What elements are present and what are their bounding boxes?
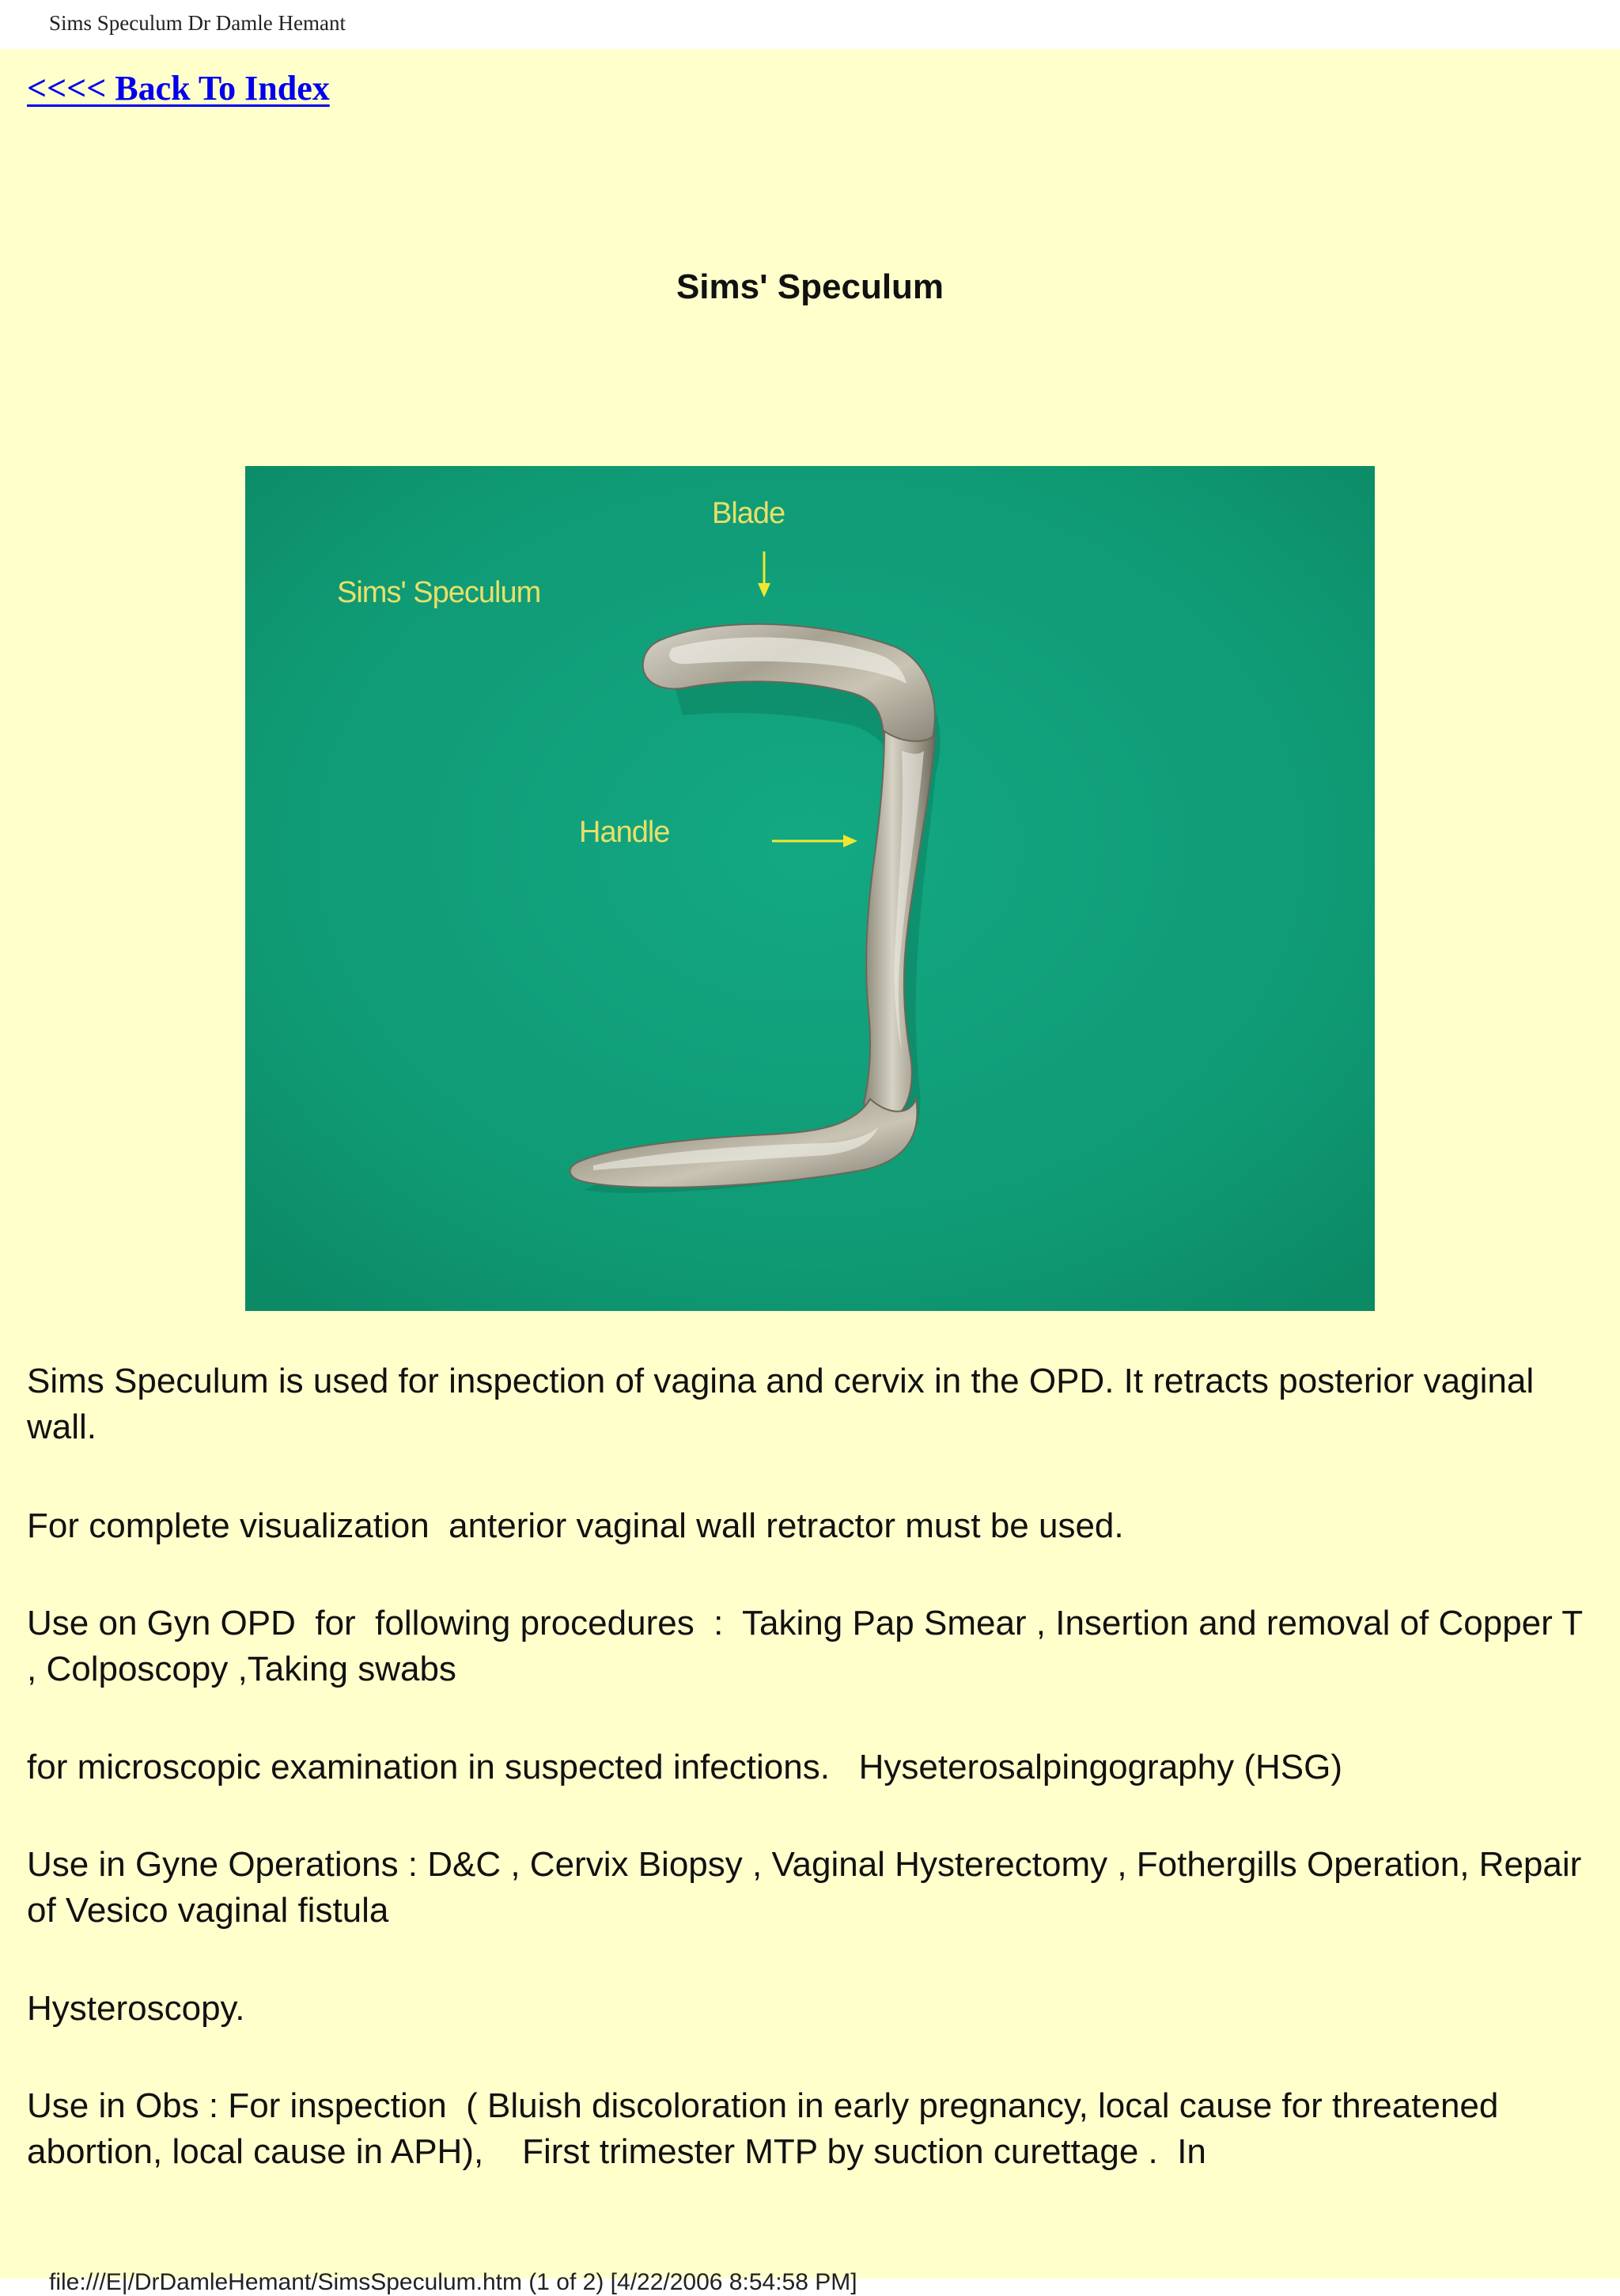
- paragraph-gyne-operations: Use in Gyne Operations : D&C , Cervix Biopsy , Vaginal Hysterectomy , Fothergills Operation, Repair of Vesico vaginal fistula: [27, 1845, 1592, 1930]
- page-title: Sims' Speculum: [676, 267, 944, 306]
- paragraph-inspection: Sims Speculum is used for inspection of vagina and cervix in the OPD. It retracts posterior vaginal wall.: [27, 1362, 1544, 1446]
- print-footer-path: file:///E|/DrDamleHemant/SimsSpeculum.htm (1 of 2) [4/22/2006 8:54:58 PM]: [49, 2269, 857, 2295]
- paragraph-hysteroscopy: Hysteroscopy.: [27, 1989, 245, 2028]
- handle-label: Handle: [579, 816, 670, 849]
- paragraph-microscopic-exam: for microscopic examination in suspected infections. Hyseterosalpingography (HSG): [27, 1748, 1342, 1786]
- instrument-label: Sims' Speculum: [337, 576, 541, 609]
- paragraph-visualization: For complete visualization anterior vaginal wall retractor must be used.: [27, 1506, 1124, 1545]
- page-content: [0, 49, 1620, 2279]
- print-footer: [0, 2269, 1620, 2295]
- speculum-photo: [245, 466, 1375, 1311]
- back-to-index-link[interactable]: <<<< Back To Index: [27, 69, 330, 108]
- speculum-photo-svg: [245, 466, 1375, 1311]
- paragraph-opd-procedures: Use on Gyn OPD for following procedures : Taking Pap Smear , Insertion and removal of Copper T , Colposcopy ,Taking swabs: [27, 1604, 1592, 1688]
- paragraph-obstetrics: Use in Obs : For inspection ( Bluish discoloration in early pregnancy, local cause for threatened abortion, local cause in APH), First trimester MTP by suction curettage . In: [27, 2086, 1508, 2171]
- print-header-title: Sims Speculum Dr Damle Hemant: [49, 11, 346, 35]
- print-header: [0, 0, 1620, 49]
- blade-label: Blade: [712, 497, 785, 530]
